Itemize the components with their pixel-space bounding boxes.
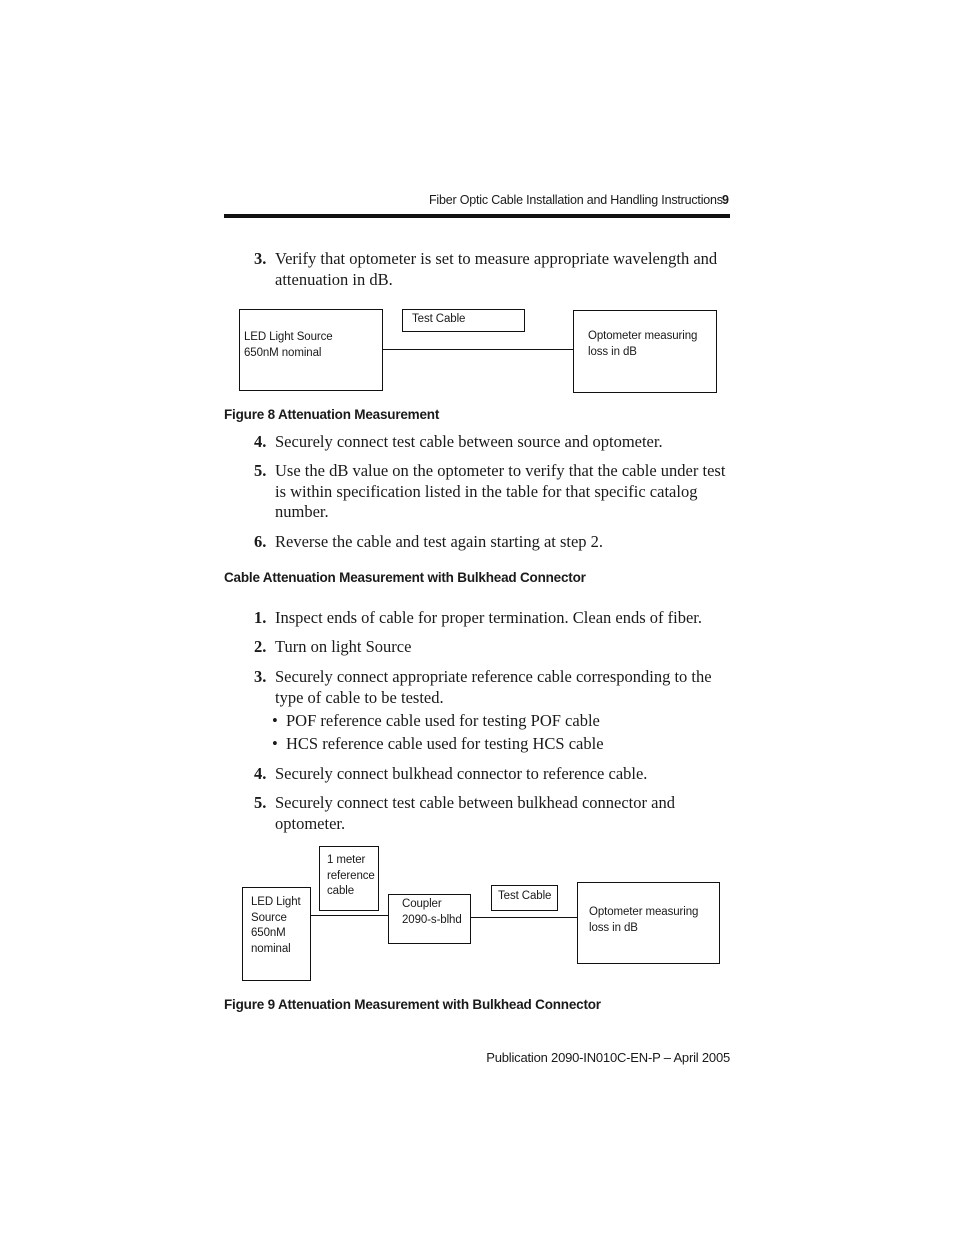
list-item-step [254, 667, 730, 708]
section-heading: Cable Attenuation Measurement with Bulkhead Connector [224, 570, 586, 585]
step-text: Use the dB value on the optometer to verify that the cable under test is within specification listed in the table for that specific catalog number. [275, 461, 726, 521]
figure-9-caption: Figure 9 Attenuation Measurement with Bulkhead Connector [224, 997, 601, 1012]
list-item-step [254, 532, 730, 553]
list-item-step [254, 608, 730, 629]
step-text: Securely connect test cable between source and optometer. [275, 432, 663, 451]
box-text-line: Source [251, 911, 287, 924]
step-text: Inspect ends of cable for proper termination. Clean ends of fiber. [275, 608, 703, 627]
step-text: Verify that optometer is set to measure appropriate wavelength and attenuation in dB. [275, 249, 718, 289]
bullet-item [272, 711, 600, 732]
box-text-line: loss in dB [589, 921, 638, 934]
box-text-line: 650nM [251, 927, 286, 939]
step-number: 3. [254, 249, 267, 268]
coupler-box [388, 894, 471, 944]
box-text-line: Optometer measuring [588, 330, 698, 342]
running-header-title: Fiber Optic Cable Installation and Handling Instructions [429, 193, 723, 207]
list-item-step [254, 793, 730, 834]
box-text-line: LED Light Source [244, 331, 333, 343]
box-text-line: nominal [251, 942, 291, 955]
bullet-symbol: • [272, 711, 278, 730]
step-number: 5. [254, 461, 267, 480]
box-text-line: 2090-s-blhd [402, 913, 462, 926]
list-item-step [254, 764, 730, 785]
list-item-step [254, 249, 730, 290]
step-number: 2. [254, 637, 267, 656]
box-text-line: cable [327, 885, 354, 897]
test-cable-label-box [491, 885, 558, 911]
step-number: 6. [254, 532, 267, 551]
test-cable-label-box [402, 309, 525, 332]
test-cable-line [470, 917, 577, 918]
box-text-line: 1 meter [327, 854, 366, 866]
list-item-step [254, 432, 730, 453]
step-text: Reverse the cable and test again starting at step 2. [275, 532, 604, 551]
step-number: 3. [254, 667, 267, 686]
optometer-box [573, 310, 717, 393]
list-item-step [254, 461, 730, 523]
step-number: 5. [254, 793, 267, 812]
led-light-source-box [239, 309, 383, 391]
step-text: Securely connect appropriate reference cable corresponding to the type of cable to be tested. [275, 667, 712, 707]
box-text-line: Test Cable [412, 313, 466, 325]
box-text-line: reference [327, 869, 375, 882]
bullet-text: POF reference cable used for testing POF cable [286, 711, 600, 730]
step-text: Securely connect test cable between bulkhead connector and optometer. [275, 793, 675, 833]
step-number: 4. [254, 764, 267, 783]
bullet-item [272, 734, 604, 755]
reference-cable-box [319, 846, 379, 911]
header-rule [224, 214, 730, 218]
step-number: 1. [254, 608, 267, 627]
box-text-line: LED Light [251, 896, 301, 908]
box-text-line: Test Cable [498, 890, 552, 902]
step-text: Securely connect bulkhead connector to reference cable. [275, 764, 648, 783]
led-light-source-box [242, 887, 311, 981]
optometer-box [577, 882, 720, 964]
bullet-text: HCS reference cable used for testing HCS cable [286, 734, 604, 753]
figure-8-caption: Figure 8 Attenuation Measurement [224, 407, 440, 422]
bullet-symbol: • [272, 734, 278, 753]
box-text-line: Coupler [402, 898, 442, 910]
box-text-line: 650nM nominal [244, 346, 322, 359]
list-item-step [254, 637, 730, 658]
page-number: 9 [722, 193, 729, 207]
publication-footer: Publication 2090-IN010C-EN-P – April 2005 [486, 1050, 730, 1065]
box-text-line: loss in dB [588, 345, 637, 358]
step-text: Turn on light Source [275, 637, 412, 656]
box-text-line: Optometer measuring [589, 906, 699, 918]
reference-cable-line [310, 915, 388, 916]
test-cable-line [383, 349, 573, 350]
step-number: 4. [254, 432, 267, 451]
